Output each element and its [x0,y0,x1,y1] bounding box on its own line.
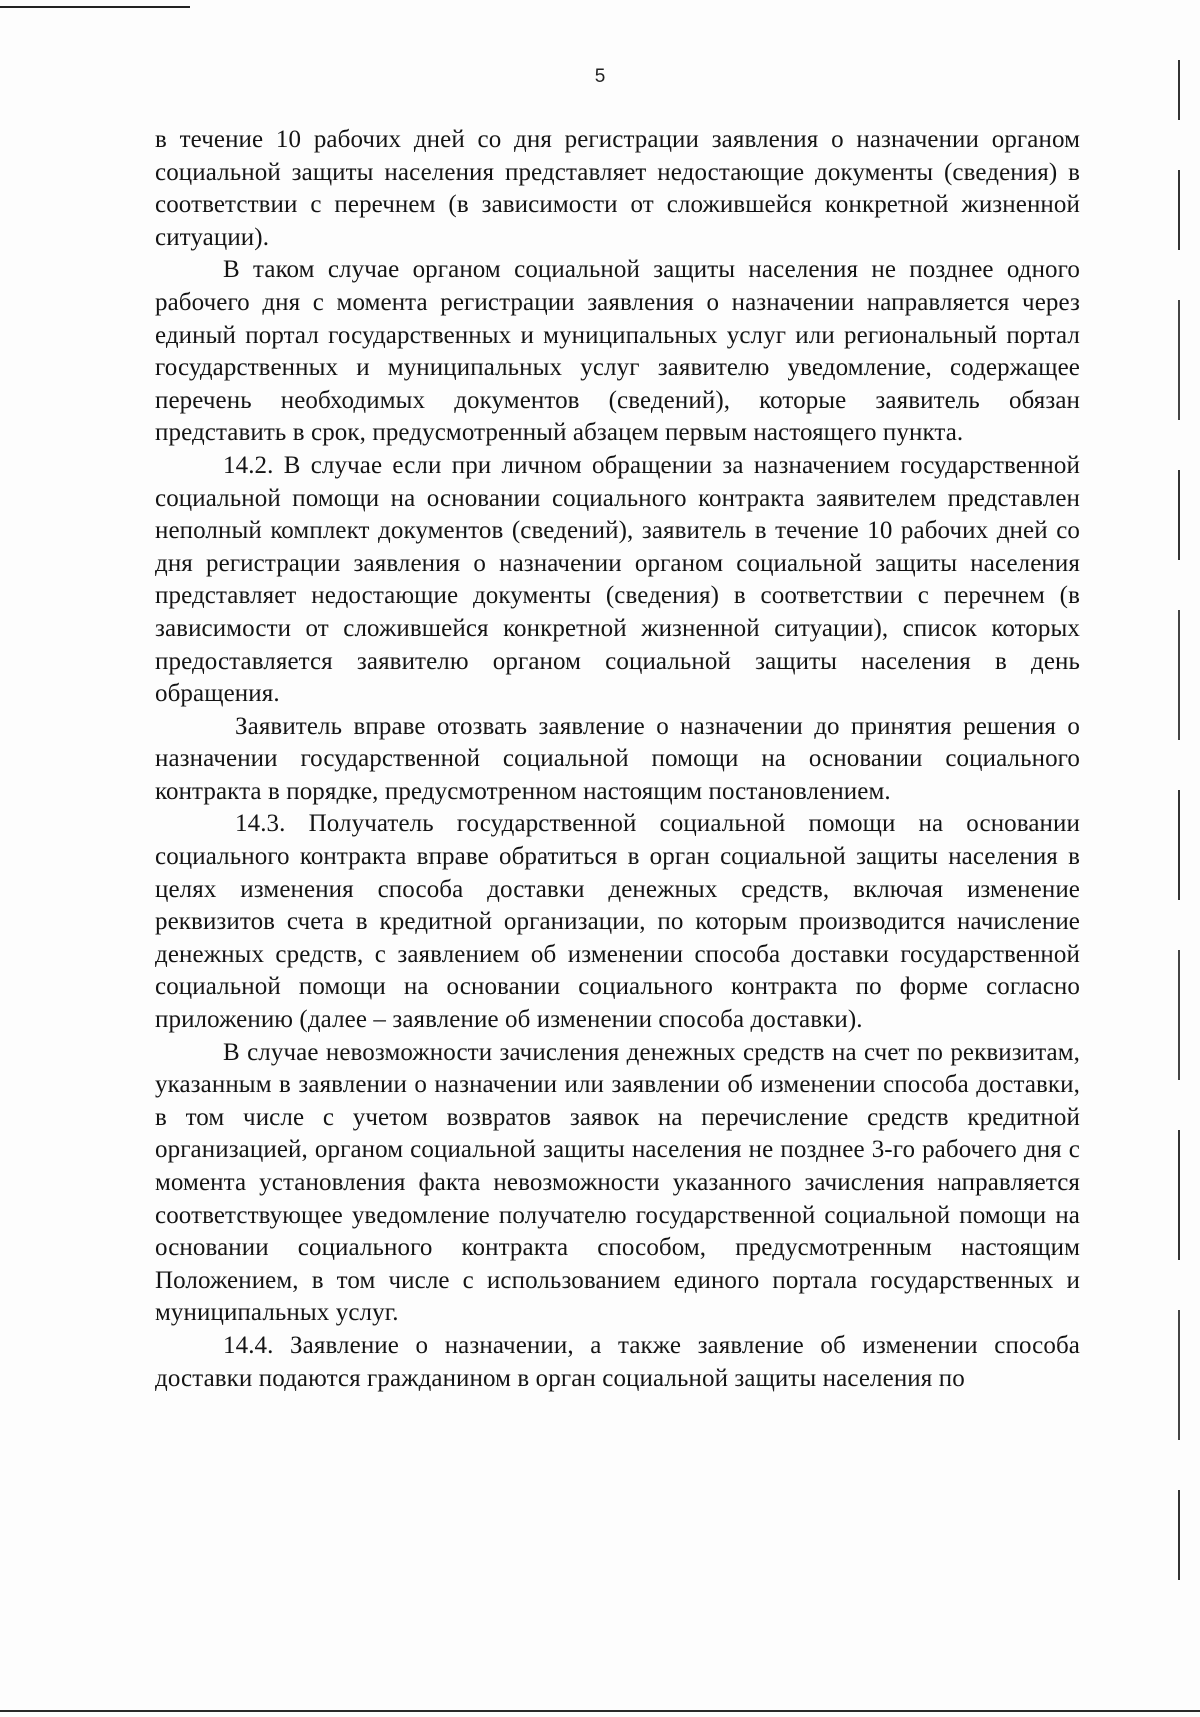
scan-edge-right [1178,0,1180,1717]
scan-edge-top-dash [150,6,190,8]
scan-edge-bottom [0,1710,1200,1712]
paragraph: 14.4. Заявление о назначении, а также заявление об изменении способа доставки подаются гражданином в орган социальной защиты населения по [155,1331,1080,1392]
page-number: 5 [594,66,606,87]
paragraph: в течение 10 рабочих дней со дня регистрации заявления о назначении органом социальной защиты населения представляет недостающие документы (сведения) в соответствии с перечнем (в зависимости от сложившейся конкретной жизненной ситуации). [155,126,1080,251]
document-body [155,124,1080,1395]
paragraph: В таком случае органом социальной защиты населения не позднее одного рабочего дня с момента регистрации заявления о назначении направляется через единый портал государственных и муниципальных услуг или региональный портал государственных и муниципальных услуг заявителю уведомление, содержащее перечень необходимых документов (сведений), которые заявитель обязан представить в срок, предусмотренный абзацем первым настоящего пункта. [155,256,1080,447]
paragraph: В случае невозможности зачисления денежных средств на счет по реквизитам, указанным в заявлении о назначении или заявлении об изменении способа доставки, в том числе с учетом возвратов заявок на перечисление средств кредитной организацией, органом социальной защиты населения не позднее 3-го рабочего дня с момента установления факта невозможности указанного зачисления направляется соответствующее уведомление получателю государственной социальной помощи на основании социального контракта способом, предусмотренным настоящим Положением, в том числе с использованием единого портала государственных и муниципальных услуг. [155,1038,1080,1327]
paragraph: Заявитель вправе отозвать заявление о назначении до принятия решения о назначении государственной социальной помощи на основании социального контракта в порядке, предусмотренном настоящим постановлением. [155,712,1080,805]
paragraph: 14.3. Получатель государственной социальной помощи на основании социального контракта вправе обратиться в орган социальной защиты населения в целях изменения способа доставки денежных средств, включая изменение реквизитов счета в кредитной организации, по которым производится начисление денежных средств, с заявлением об изменении способа доставки государственной социальной помощи на основании социального контракта по форме согласно приложению (далее – заявление об изменении способа доставки). [155,810,1080,1034]
paragraph: 14.2. В случае если при личном обращении за назначением государственной социальной помощи на основании социального контракта заявителем представлен неполный комплект документов (сведений), заявитель в течение 10 рабочих дней со дня регистрации заявления о назначении органом социальной защиты населения представляет недостающие документы (сведения) в соответствии с перечнем (в зависимости от сложившейся конкретной жизненной ситуации), список которых предоставляется заявителю органом социальной защиты населения в день обращения. [155,451,1080,708]
